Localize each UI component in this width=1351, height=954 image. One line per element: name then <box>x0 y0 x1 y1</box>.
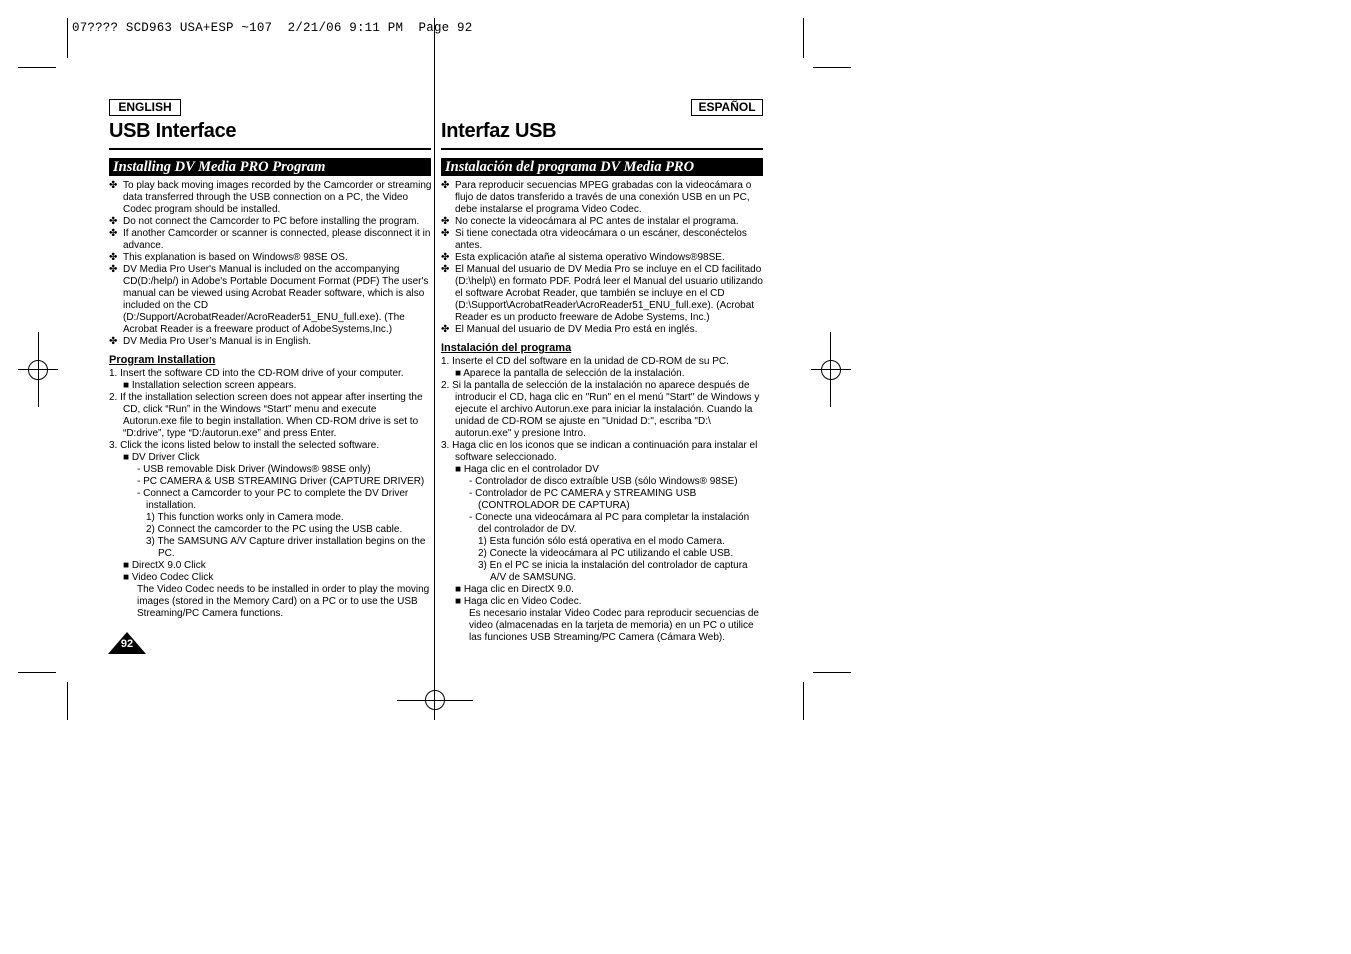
spanish-column <box>441 180 763 644</box>
spanish-step: - Controlador de PC CAMERA y STREAMING USB (CONTROLADOR DE CAPTURA) <box>469 488 697 511</box>
spanish-steps <box>441 356 763 644</box>
english-step: - PC CAMERA & USB STREAMING Driver (CAPTURE DRIVER) <box>137 476 425 487</box>
english-rule <box>109 148 431 150</box>
english-step: The Video Codec needs to be installed in order to play the moving images (stored in the Memory Card) on a PC or to use the USB Streaming/PC Camera functions. <box>137 584 430 619</box>
spanish-rule <box>441 148 763 150</box>
english-step: ■ Video Codec Click <box>123 572 214 583</box>
english-intro-item: DV Media Pro User’s Manual is in English. <box>123 336 312 347</box>
crop-mark <box>813 672 851 673</box>
english-intro-item: To play back moving images recorded by the Camcorder or streaming data transferred through the USB connection on a PC, the Video Codec program should be installed. <box>123 180 432 215</box>
spanish-section-bar: Instalación del programa DV Media PRO <box>441 158 763 176</box>
english-step: 1. Insert the software CD into the CD-ROM drive of your computer. <box>109 368 404 379</box>
spanish-step: ■ Aparece la pantalla de selección de la instalación. <box>455 368 685 379</box>
english-intro-item: Do not connect the Camcorder to PC before installing the program. <box>123 216 420 227</box>
crop-mark <box>813 67 851 68</box>
spanish-step: 3) En el PC se inicia la instalación del controlador de captura A/V de SAMSUNG. <box>478 560 748 583</box>
spanish-step: 2. Si la pantalla de selección de la instalación no aparece después de introducir el CD, haga clic en "Run" en el menú "Start" de Windows y ejecute el archivo Autorun.exe para iniciar la instalación. Cuando la unidad de CD-ROM se ajuste en "Unidad D:", escriba "D:\ autorun.exe" y presione Intro. <box>441 380 760 439</box>
spanish-subheading: Instalación del programa <box>441 342 572 354</box>
spanish-step: Es necesario instalar Video Codec para reproducir secuencias de video (almacenadas en la tarjeta de memoria) en un PC o utilice las funciones USB Streaming/PC Camera (Cámara Web). <box>469 608 759 643</box>
english-step: 3. Click the icons listed below to install the selected software. <box>109 440 380 451</box>
spanish-intro-item: Para reproducir secuencias MPEG grabadas con la videocámara o flujo de datos transferido a través de una conexión USB en un PC, debe instalarse el programa Video Codec. <box>455 180 752 215</box>
english-title: USB Interface <box>109 120 237 142</box>
spanish-step: ■ Haga clic en Video Codec. <box>455 596 582 607</box>
english-intro-item: This explanation is based on Windows® 98SE OS. <box>123 252 348 263</box>
spanish-step: 1) Esta función sólo está operativa en el modo Camera. <box>478 536 725 547</box>
crop-mark <box>803 18 804 58</box>
spanish-step: ■ Haga clic en el controlador DV <box>455 464 599 475</box>
english-intro-item: If another Camcorder or scanner is connected, please disconnect it in advance. <box>123 228 431 251</box>
spanish-intro-item: Si tiene conectada otra videocámara o un escáner, desconéctelos antes. <box>455 228 747 251</box>
english-intro: ✤ To play back moving images recorded by the Camcorder or streaming data transferred through the USB connection on a PC, the Video Codec program should be installed. ✤ Do not connect the Camcorder to PC before installing the program. ✤ If another Camcorder or scanner is connected, please disconnect it in advance. ✤ This explanation is based on Windows® 98SE OS. ✤ DV Media Pro User's Manual is included on the accompanying CD(D:/help/) in Adobe's Portable Document Format (PDF) The user's manual can be viewed using Acrobat Reader software, which is also included on the CD (D:/Support/AcrobatReader/AcroReader51_ENU_full.exe). (The Acrobat Reader is a freeware product of AdobeSystems,Inc.) ✤ DV Media Pro User’s Manual is in English. <box>109 180 432 347</box>
english-step: - Connect a Camcorder to your PC to complete the DV Driver installation. <box>137 488 409 511</box>
crop-mark <box>67 682 68 720</box>
english-step: ■ DirectX 9.0 Click <box>123 560 206 571</box>
english-column <box>109 180 432 620</box>
spanish-step: - Conecte una videocámara al PC para completar la instalación del controlador de DV. <box>469 512 750 535</box>
crop-mark <box>18 67 56 68</box>
registration-circle <box>425 690 445 710</box>
english-step: - USB removable Disk Driver (Windows® 98SE only) <box>137 464 371 475</box>
registration-circle <box>28 360 48 380</box>
print-header: 07???? SCD963 USA+ESP ~107 2/21/06 9:11 PM Page 92 <box>72 21 473 35</box>
crop-mark <box>803 682 804 720</box>
registration-circle <box>821 360 841 380</box>
english-step: 1) This function works only in Camera mode. <box>146 512 344 523</box>
spanish-step: 3. Haga clic en los iconos que se indican a continuación para instalar el software seleccionado. <box>441 440 758 463</box>
spanish-intro-item: No conecte la videocámara al PC antes de instalar el programa. <box>455 216 739 227</box>
spanish-intro-item: El Manual del usuario de DV Media Pro se incluye en el CD facilitado (D:\help\) en formato PDF. Podrá leer el Manual del usuario utilizando el software Acrobat Reader, que también se incluye en el CD (D:\Support\AcrobatReader\AcroReader51_ENU_full.exe). (Acrobat Reader es un producto freeware de Adobe Systems, Inc.) <box>455 264 763 323</box>
english-step: 3) The SAMSUNG A/V Capture driver installation begins on the PC. <box>146 536 426 559</box>
spanish-intro-item: El Manual del usuario de DV Media Pro está en inglés. <box>455 324 698 335</box>
english-step: ■ DV Driver Click <box>123 452 200 463</box>
spine-line <box>434 18 435 680</box>
english-steps <box>109 368 432 620</box>
english-section-bar: Installing DV Media PRO Program <box>109 158 431 176</box>
spanish-step: ■ Haga clic en DirectX 9.0. <box>455 584 574 595</box>
spanish-step: - Controlador de disco extraíble USB (sólo Windows® 98SE) <box>469 476 738 487</box>
english-label: ENGLISH <box>109 99 181 116</box>
spanish-intro: ✤ Para reproducir secuencias MPEG grabadas con la videocámara o flujo de datos transferido a través de una conexión USB en un PC, debe instalarse el programa Video Codec. ✤ No conecte la videocámara al PC antes de instalar el programa. ✤ Si tiene conectada otra videocámara o un escáner, desconéctelos antes. ✤ Esta explicación atañe al sistema operativo Windows®98SE. ✤ El Manual del usuario de DV Media Pro se incluye en el CD facilitado (D:\help\) en formato PDF. Podrá leer el Manual del usuario utilizando el software Acrobat Reader, que también se incluye en el CD (D:\Support\AcrobatReader\AcroReader51_ENU_full.exe). (Acrobat Reader es un producto freeware de Adobe Systems, Inc.) ✤ El Manual del usuario de DV Media Pro está en inglés. <box>441 180 763 335</box>
spanish-label: ESPAÑOL <box>691 99 763 116</box>
english-step: 2. If the installation selection screen does not appear after inserting the CD, click “Run” in the Windows “Start” menu and execute Autorun.exe file to begin installation. When CD-ROM drive is set to “D:drive”, type “D:/autorun.exe” and press Enter. <box>109 392 423 439</box>
english-step: ■ Installation selection screen appears. <box>123 380 297 391</box>
crop-mark <box>67 18 68 58</box>
english-intro-item: DV Media Pro User's Manual is included on the accompanying CD(D:/help/) in Adobe's Portable Document Format (PDF) The user's manual can be viewed using Acrobat Reader software, which is also included on the CD (D:/Support/AcrobatReader/AcroReader51_ENU_full.exe). (The Acrobat Reader is a freeware product of AdobeSystems,Inc.) <box>123 264 429 335</box>
crop-mark <box>18 672 56 673</box>
spanish-step: 1. Inserte el CD del software en la unidad de CD-ROM de su PC. <box>441 356 729 367</box>
english-subheading: Program Installation <box>109 354 216 366</box>
english-step: 2) Connect the camcorder to the PC using the USB cable. <box>146 524 403 535</box>
spanish-title: Interfaz USB <box>441 120 557 142</box>
page-number: 92 <box>120 638 134 650</box>
spanish-intro-item: Esta explicación atañe al sistema operativo Windows®98SE. <box>455 252 725 263</box>
spanish-step: 2) Conecte la videocámara al PC utilizando el cable USB. <box>478 548 734 559</box>
